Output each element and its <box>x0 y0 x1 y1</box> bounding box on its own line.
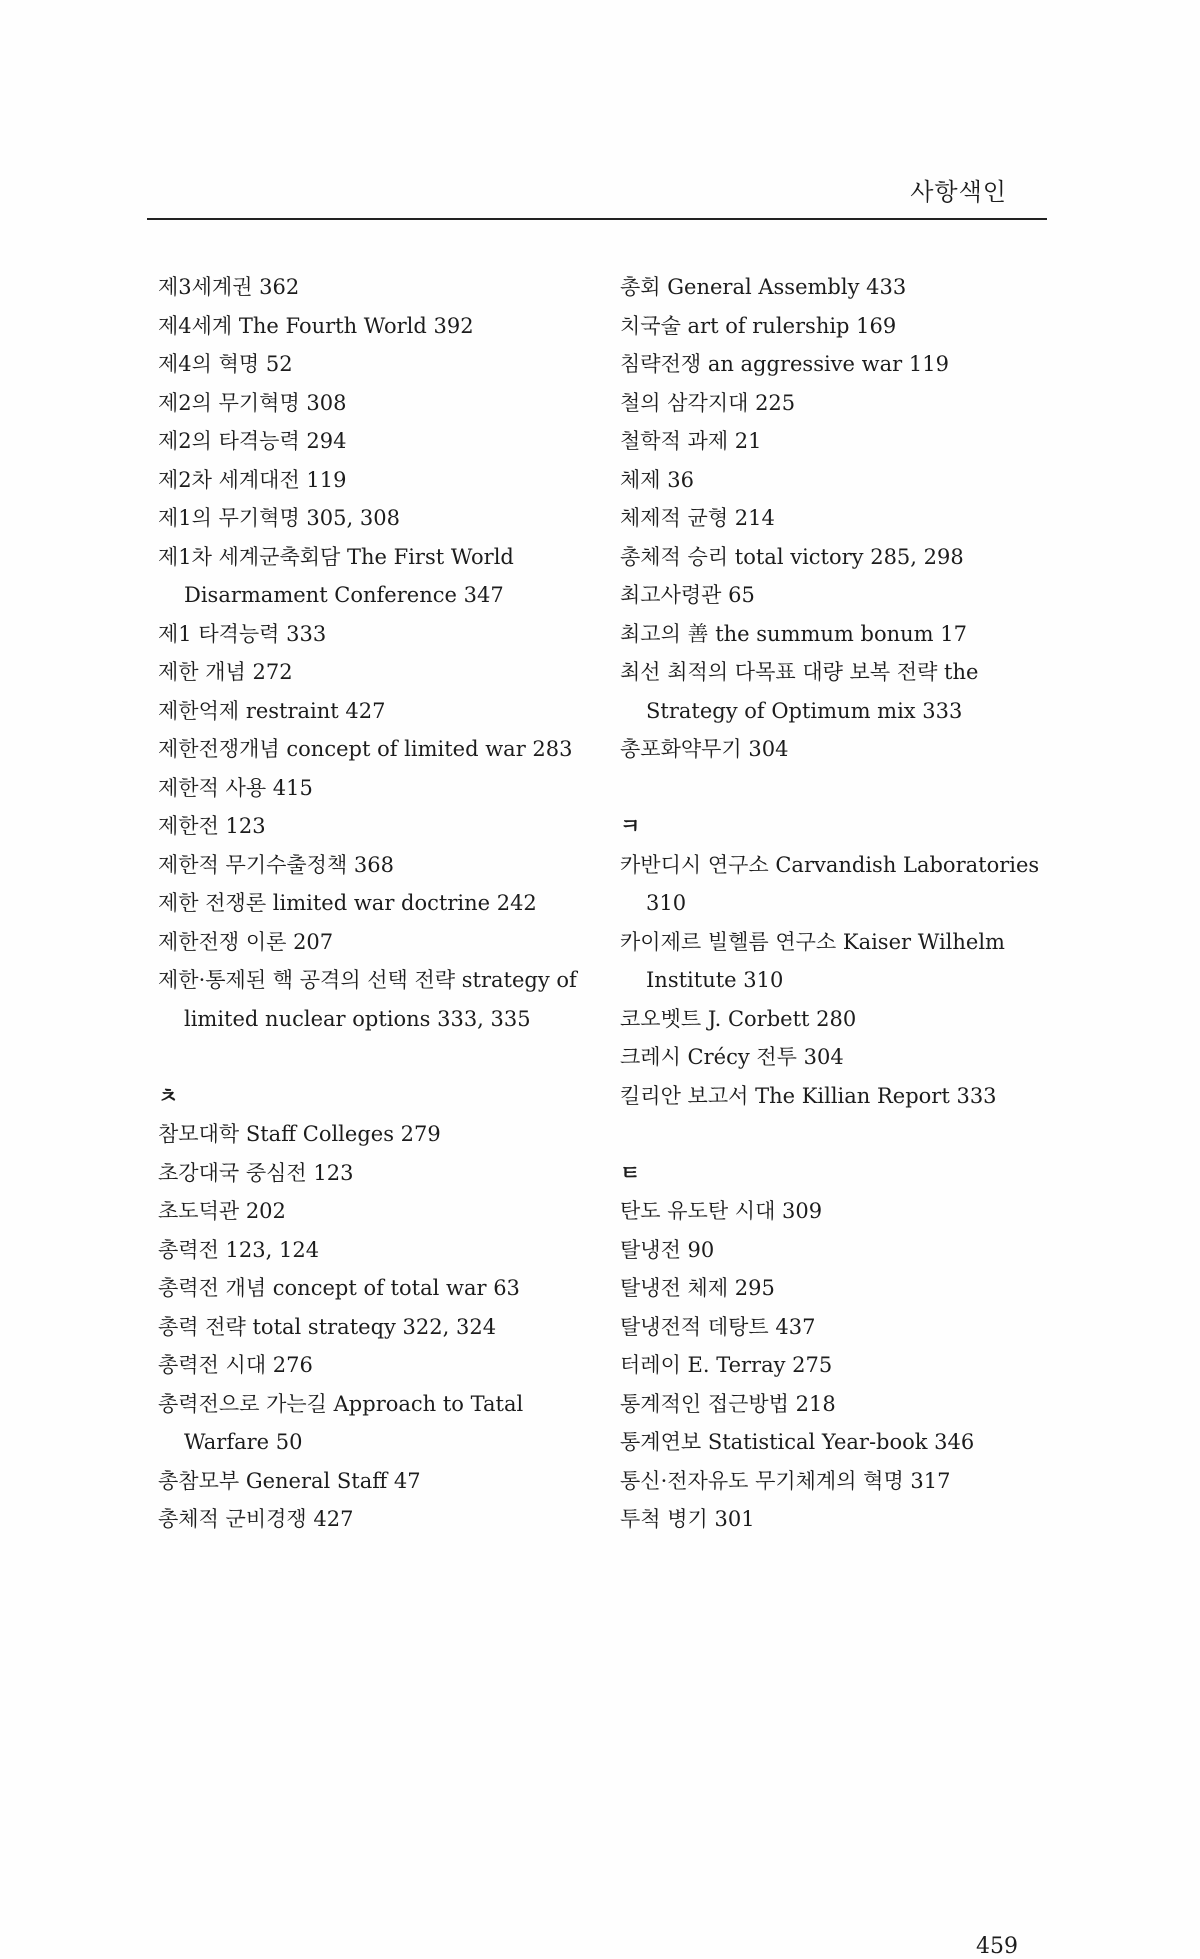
index-entry: 제2차 세계대전 119 <box>158 467 347 492</box>
index-entry: 킬리안 보고서 The Killian Report 333 <box>620 1083 997 1108</box>
index-entry: 제한억제 restraint 427 <box>158 698 386 723</box>
index-entry: 최고의 善 the summum bonum 17 <box>620 621 967 646</box>
index-entry: 초도덕관 202 <box>158 1199 286 1223</box>
index-entry: 제한전쟁개념 concept of limited war 283 <box>158 737 573 761</box>
index-entry: 체제 36 <box>620 467 694 492</box>
section-gap <box>620 1115 1060 1154</box>
running-header-title: 사항색인 <box>910 178 1007 206</box>
index-column-right <box>620 268 1060 1539</box>
index-entry: 통계연보 Statistical Year-book 346 <box>620 1430 975 1454</box>
index-entry: 참모대학 Staff Colleges 279 <box>158 1122 441 1146</box>
index-entry: 총회 General Assembly 433 <box>620 275 907 299</box>
index-entry: 최고사령관 65 <box>620 583 755 607</box>
index-entry: 총력전 123, 124 <box>158 1237 320 1262</box>
index-entry: 총력전 시대 276 <box>158 1353 313 1377</box>
index-entry: 터레이 E. Terray 275 <box>620 1353 833 1377</box>
index-entry: 투척 병기 301 <box>620 1507 755 1531</box>
index-entry: 크레시 Crécy 전투 304 <box>620 1045 844 1069</box>
page-number: 459 <box>976 1934 1018 1959</box>
section-heading: ㅋ <box>620 814 641 838</box>
index-entry: 제한적 무기수출정책 368 <box>158 852 395 877</box>
index-entry: 철의 삼각지대 225 <box>620 390 796 415</box>
index-entry: 총참모부 General Staff 47 <box>158 1468 421 1493</box>
section-heading: ㅊ <box>158 1083 179 1108</box>
index-entry: 코오벳트 J. Corbett 280 <box>620 1006 857 1031</box>
section-heading: ㅌ <box>620 1160 641 1185</box>
index-entry: 제2의 타격능력 294 <box>158 429 347 453</box>
index-entry: 탈냉전 체제 295 <box>620 1276 775 1300</box>
index-entry: 제3세계권 362 <box>158 275 300 299</box>
section-gap <box>158 1038 598 1077</box>
index-column-left <box>158 268 598 1539</box>
index-entry: 통계적인 접근방법 218 <box>620 1391 836 1416</box>
index-entry: 탄도 유도탄 시대 309 <box>620 1199 823 1223</box>
index-entry: 치국술 art of rulership 169 <box>620 313 897 338</box>
index-entry: 최선 최적의 다목표 대량 보복 전략 the Strategy of Optimum mix 333 <box>620 660 979 723</box>
index-entry: 총력 전략 total strateqy 322, 324 <box>158 1314 497 1339</box>
index-entry: 제한전 123 <box>158 814 266 838</box>
index-entry: 침략전쟁 an aggressive war 119 <box>620 352 949 376</box>
section-gap <box>620 769 1060 808</box>
index-entry: 탈냉전 90 <box>620 1237 715 1262</box>
index-entry: 제한·통제된 핵 공격의 선택 전략 strategy of limited nuclear options 333, 335 <box>158 968 577 1031</box>
index-entry: 총력전으로 가는길 Approach to Tatal Warfare 50 <box>158 1391 524 1454</box>
index-entry: 총체적 승리 total victory 285, 298 <box>620 544 964 569</box>
index-entry: 카이제르 빌헬름 연구소 Kaiser Wilhelm Institute 310 <box>620 929 1005 992</box>
index-entry: 제한 개념 272 <box>158 660 293 684</box>
index-entry: 총포화약무기 304 <box>620 737 789 761</box>
index-entry: 제한전쟁 이론 207 <box>158 929 334 954</box>
index-entry: 카반디시 연구소 Carvandish Laboratories 310 <box>620 852 1040 915</box>
index-entry: 제1 타격능력 333 <box>158 621 327 646</box>
index-entry: 체제적 균형 214 <box>620 506 775 530</box>
index-entry: 제4세계 The Fourth World 392 <box>158 313 474 338</box>
index-entry: 제1차 세계군축회담 The First World Disarmament Conference 347 <box>158 544 514 607</box>
index-entry: 제한 전쟁론 limited war doctrine 242 <box>158 891 537 915</box>
index-entry: 제1의 무기혁명 305, 308 <box>158 506 400 530</box>
header-rule <box>147 218 1047 220</box>
index-entry: 초강대국 중심전 123 <box>158 1160 354 1185</box>
index-entry: 통신·전자유도 무기체계의 혁명 317 <box>620 1468 951 1493</box>
index-entry: 제2의 무기혁명 308 <box>158 390 347 415</box>
index-entry: 제한적 사용 415 <box>158 775 313 800</box>
index-entry: 총체적 군비경쟁 427 <box>158 1507 354 1531</box>
index-entry: 총력전 개념 concept of total war 63 <box>158 1276 520 1300</box>
index-entry: 제4의 혁명 52 <box>158 352 293 376</box>
index-entry: 철학적 과제 21 <box>620 429 762 453</box>
index-entry: 탈냉전적 데탕트 437 <box>620 1314 816 1339</box>
